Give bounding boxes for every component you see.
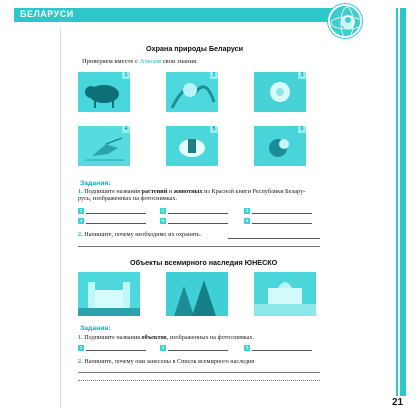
- photo-kingfisher: 4: [78, 126, 130, 166]
- task-4-text: 2. Напишите, почему они занесены в Список всемирного наследия: [78, 358, 255, 365]
- answer-box-1: 1: [79, 208, 83, 213]
- photo-badger: 5: [166, 126, 218, 166]
- side-stripe-line: [398, 8, 400, 400]
- tasks-label-1: Задания:: [80, 180, 111, 187]
- answer-box-5: 5: [161, 218, 165, 223]
- answer-line-5[interactable]: [168, 223, 228, 224]
- intro-text: Проверяем вместе с Алесем свои знания.: [82, 58, 198, 65]
- answer-box-u1: 1: [79, 345, 83, 350]
- photo-plant-2: 2: [166, 72, 218, 112]
- photo-bison: 1: [78, 72, 130, 112]
- answer-line-task2b[interactable]: [78, 246, 320, 247]
- tasks-label-2: Задания:: [80, 325, 111, 332]
- answer-box-4: 4: [79, 218, 83, 223]
- answer-line-u3[interactable]: [252, 350, 312, 351]
- answer-line-4[interactable]: [86, 223, 146, 224]
- answer-box-u2: 2: [161, 345, 165, 350]
- photo-flower-6: 6: [254, 126, 306, 166]
- answer-line-1[interactable]: [86, 213, 146, 214]
- photo-mir-castle: [78, 272, 140, 316]
- answer-line-u1[interactable]: [86, 350, 146, 351]
- answer-line-task2[interactable]: [228, 238, 320, 239]
- photo-forest: [166, 272, 228, 316]
- photo-nesvizh-palace: [254, 272, 316, 316]
- header-title: БЕЛАРУСИ: [20, 9, 74, 19]
- page-number: 21: [392, 397, 404, 408]
- answer-box-u3: 3: [245, 345, 249, 350]
- section-title-unesco: Объекты всемирного наследия ЮНЕСКО: [130, 258, 278, 267]
- task-3-text: 1. Подпишите названия объектов, изображенных на фотоснимках.: [78, 334, 255, 341]
- section-title-nature: Охрана природы Беларуси: [146, 44, 244, 53]
- answer-line-3[interactable]: [252, 213, 312, 214]
- answer-line-2[interactable]: [168, 213, 228, 214]
- answer-box-3: 3: [245, 208, 249, 213]
- answer-line-task4[interactable]: [78, 372, 320, 373]
- task-1-text: 1. Подпишите названия растений и животных из Красной книги Республики Белару- русь, изображенных на фотоснимках.: [78, 188, 306, 203]
- answer-line-u2[interactable]: [168, 350, 228, 351]
- answer-line-task4b[interactable]: [78, 380, 320, 381]
- answer-box-6: 6: [245, 218, 249, 223]
- task-2-text: 2. Напишите, почему необходимо их охранять.: [78, 231, 202, 238]
- answer-box-2: 2: [161, 208, 165, 213]
- answer-line-6[interactable]: [252, 223, 312, 224]
- photo-water-lily: 3: [254, 72, 306, 112]
